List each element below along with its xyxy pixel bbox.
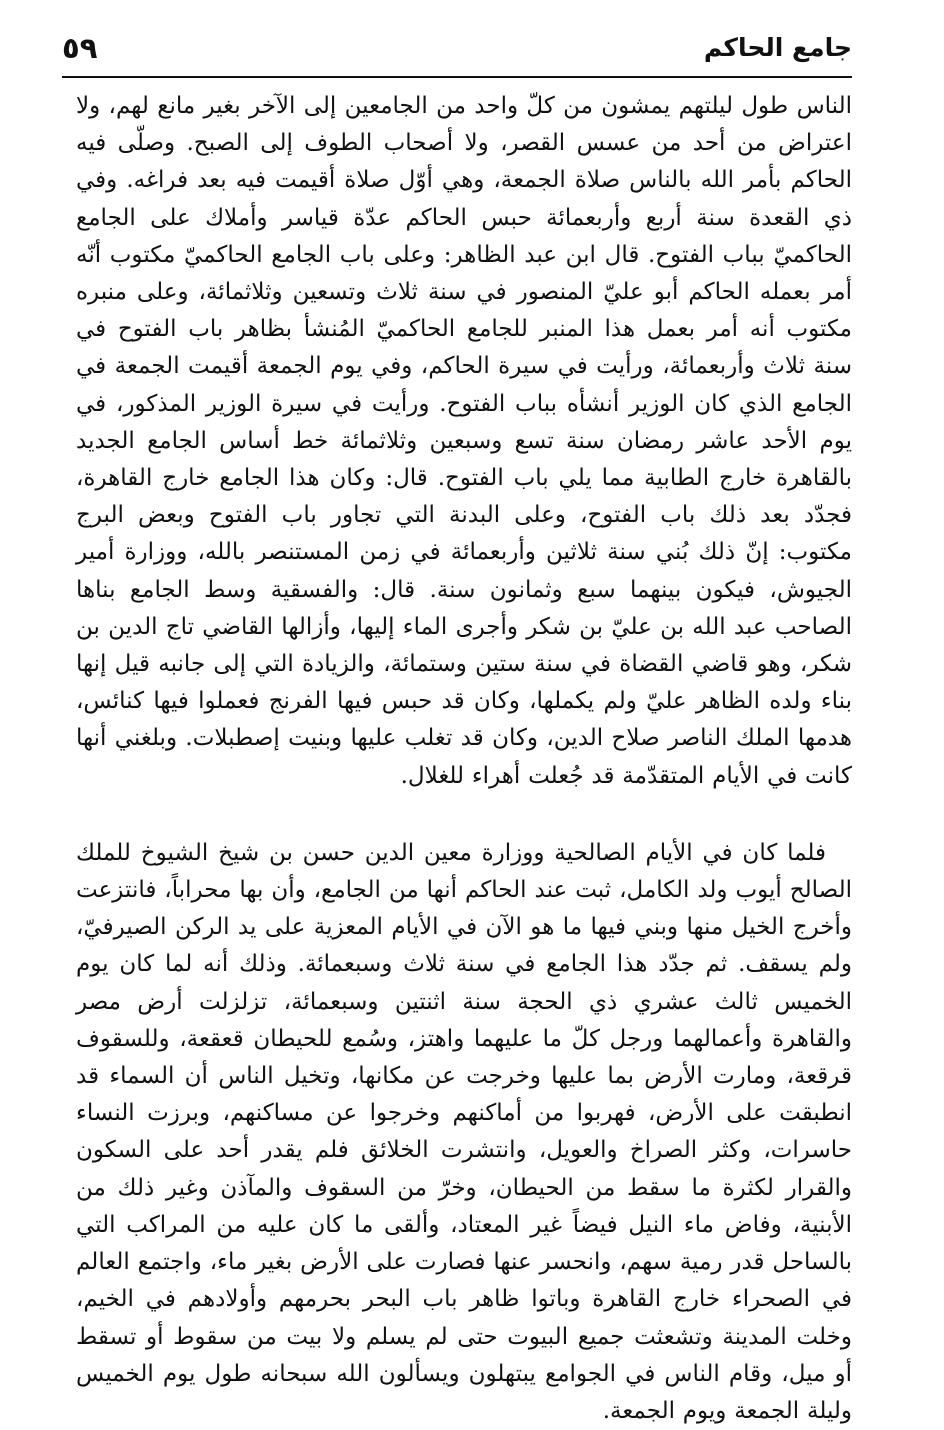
body-text xyxy=(76,88,852,1430)
paragraph: فلما كان في الأيام الصالحية ووزارة معين الدين حسن بن شيخ الشيوخ للملك الصالح أيوب ولد الكامل، ثبت عند الحاكم أنها من الجامع، وأن بها محراباً، فانتزعت وأخرج الخيل منها وبني فيها ما هو الآن في الأيام المعزية على يد الركن الصيرفيّ، ولم يسقف. ثم جدّد هذا الجامع في سنة ثلاث وسبعمائة. وذلك أنه لما كان يوم الخميس ثالث عشري ذي الحجة سنة اثنتين وسبعمائة، تزلزلت أرض مصر والقاهرة وأعمالهما ورجل كلّ ما عليهما واهتز، وسُمع للحيطان قعقعة، وللسقوف قرقعة، ومارت الأرض بما عليها وخرجت عن مكانها، وتخيل الناس أن السماء قد انطبقت على الأرض، فهربوا من أماكنهم وخرجوا عن مساكنهم، وبرزت النساء حاسرات، وكثر الصراخ والعويل، وانتشرت الخلائق فلم يقدر أحد على السكون والقرار لكثرة ما سقط من الحيطان، وخرّ من السقوف والمآذن وغير ذلك من الأبنية، وفاض ماء النيل فيضاً غير المعتاد، وألقى ما كان عليه من المراكب التي بالساحل قدر رمية سهم، وانحسر عنها فصارت على الأرض بغير ماء، واجتمع العالم في الصحراء خارج القاهرة وباتوا ظاهر باب البحر بحرمهم وأولادهم في الخيم، وخلت المدينة وتشعثت جميع البيوت حتى لم يسلم ولا بيت من سقوط أو تسقط أو ميل، وقام الناس في الجوامع يبتهلون ويسألون الله سبحانه طول يوم الخميس وليلة الجمعة ويوم الجمعة. xyxy=(76,839,852,1424)
paragraph: الناس طول ليلتهم يمشون من كلّ واحد من الجامعين إلى الآخر بغير مانع لهم، ولا اعتراض من أحد من عسس القصر، ولا أصحاب الطوف إلى الصبح. وصلّى فيه الحاكم بأمر الله بالناس صلاة الجمعة، وهي أوّل صلاة أقيمت فيه بعد فراغه. وفي ذي القعدة سنة أربع وأربعمائة حبس الحاكم عدّة قياسر وأملاك على الجامع الحاكميّ بباب الفتوح. قال ابن عبد الظاهر: وعلى باب الجامع الحاكميّ مكتوب أنّه أمر بعمله الحاكم أبو عليّ المنصور في سنة ثلاث وتسعين وثلاثمائة، وعلى منبره مكتوب أنه أمر بعمل هذا المنبر للجامع الحاكميّ المُنشأ بظاهر باب الفتوح في سنة ثلاث وأربعمائة، ورأيت في سيرة الحاكم، وفي يوم الجمعة أقيمت الجمعة في الجامع الذي كان الوزير أنشأه بباب الفتوح. ورأيت في سيرة الوزير المذكور، في يوم الأحد عاشر رمضان سنة تسع وسبعين وثلاثمائة خط أساس الجامع الجديد بالقاهرة خارج الطابية مما يلي باب الفتوح. قال: وكان هذا الجامع خارج القاهرة، فجدّد بعد ذلك باب الفتوح، وعلى البدنة التي تجاور باب الفتوح وبعض البرج مكتوب: إنّ ذلك بُني سنة ثلاثين وأربعمائة في زمن المستنصر بالله، ووزارة أمير الجيوش، فيكون بينهما سبع وثمانون سنة. قال: والفسقية وسط الجامع بناها الصاحب عبد الله بن عليّ بن شكر وأجرى الماء إليها، وأزالها القاضي تاج الدين بن شكر، وهو قاضي القضاة في سنة ستين وستمائة، والزيادة التي إلى جانبه قيل إنها بناء ولده الظاهر عليّ ولم يكملها، وكان قد حبس فيها الفرنج فعملوا فيها كنائس، هدمها الملك الناصر صلاح الدين، وكان قد تغلب عليها وبنيت إصطبلات. وبلغني أنها كانت في الأيام المتقدّمة قد جُعلت أهراء للغلال. xyxy=(76,93,852,789)
header-rule xyxy=(62,76,852,78)
page-header xyxy=(62,30,852,74)
running-title: جامع الحاكم xyxy=(703,33,852,62)
page-number: ٥٩ xyxy=(62,31,98,65)
